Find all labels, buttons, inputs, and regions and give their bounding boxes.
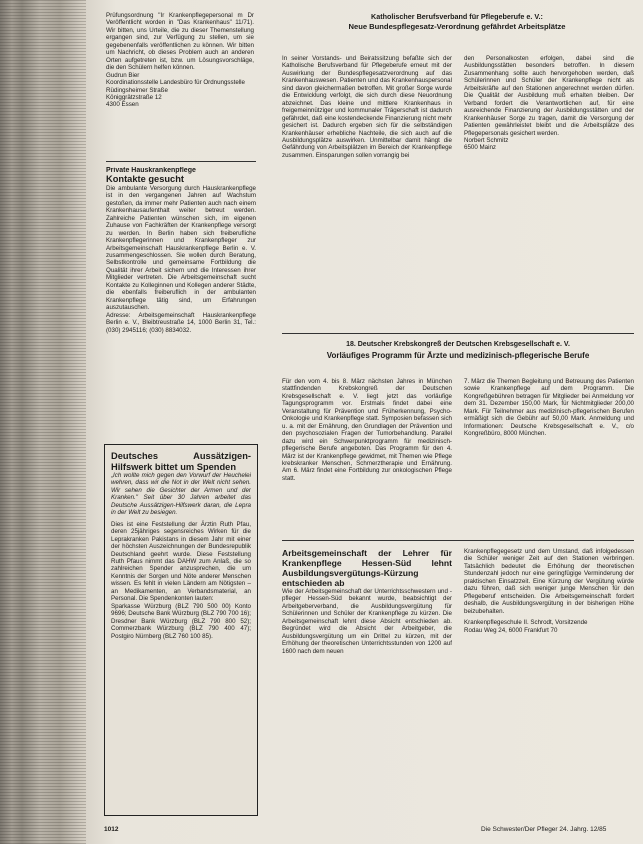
notice-text: Prüfungsordnung "Ir Krankenpflegepersonal m Dr Veröffentlicht worden in "Das Krankenhaus" 11/71). Wir bitten, uns Urteile, die zu dieser Themenstellung ergangen sind, zur Verfügung zu stellen, um sie gegebenenfalls veröffentlichen zu können. Wir bitten um Nachricht, ob dieses Problem auch an anderen Orten aufgetreten ist, bzw. um Lösungsvorschläge, die den Schülern helfen können.	[106, 12, 254, 72]
page-number: 1012	[104, 826, 119, 833]
article-accounts: Sparkasse Würzburg (BLZ 790 500 00) Konto 9696; Deutsche Bank Würzburg (BLZ 790 700 16); Dresdner Bank Würzburg (BLZ 790 800 52); Commerzbank Würzburg (BLZ 790 400 47); Postgiro Nürnberg (BLZ 760 100 85).	[111, 602, 251, 640]
article-body: Dies ist eine Feststellung der Ärztin Ruth Pfau, deren 25jähriges segensreiches Wirken für die Leprakranken Pakistans in diesem Jahr mit einer der höchsten Auszeichnungen der Bundesrepublik Deutschland geehrt wurde. Diese Feststellung Ruth Pfaus nimmt das DAHW zum Anlaß, die so zahlreichen Spender anzusprechen, die um Kenntnis der Sorgen und Nöte anderer Menschen wissen. Es fehlt in vielen Ländern am Nötigsten – an Medikamenten, an Verbandsmaterial, an Personal. Die Spendenkonten lauten:	[111, 520, 251, 603]
article-title: Arbeitsgemeinschaft der Lehrer für Krankenpflege Hessen-Süd lehnt Ausbildungsvergütungs-Kürzung entschieden ab	[282, 548, 452, 588]
article-title: Kontakte gesucht	[106, 174, 185, 185]
article-title: Vorläufiges Programm für Ärzte und medizinisch-pflegerische Berufe	[326, 351, 590, 360]
divider	[282, 333, 634, 334]
article-body: Für den vom 4. bis 8. März nächsten Jahres in München stattfindenden Krebskongreß der Deutschen Krebsgesellschaft e. V. liegt jetzt das vorläufige Tagungsprogramm vor. Erstmals findet dabei eine Veranstaltung für Prävention und Früherkennung, Psycho-Onkologie und Krankenpflege statt. Symposien befassen sich u. a. mit der Ernährung, den Grundlagen der Prävention und den psychosozialen Fragen der Tumorbehandlung. Parallel dazu wird ein Schwerpunktprogramm für medizinisch-pflegerische Berufe angeboten. Das Programm für den 4. März ist der Krankenpflege gewidmet, mit Themen wie Pflege krebskranker Menschen, Schmerztherapie und Ernährung. Am 6. März findet eine Fortbildung zur onkologischen Pflege statt.	[282, 378, 452, 482]
address-line: Krankenpflegeschule II. Schrodt, Vorsitzende	[464, 619, 588, 627]
article-kicker: Katholischer Berufsverband für Pflegeberufe e. V.:	[371, 12, 543, 21]
article-body: Die ambulante Versorgung durch Hauskrankenpflege ist in den vergangenen Jahren auf Wachstum gestoßen, da immer mehr Patienten auch nach einem Krankenhausaufenthalt weiter betreut werden. Zahlreiche Patienten wünschen sich, im eigenen Zuhause von Fachkräften der Krankenpflege versorgt zu werden. In Berlin haben sich freiberufliche Krankenpflegerinnen und Krankenpfleger zur Arbeitsgemeinschaft Hauskrankenpflege Berlin e. V. zusammengeschlossen. Sie wollen durch Beratung, Selbstkontrolle und gemeinsame Fortbildung die Qualität ihrer Arbeit sichern und die Interessen ihrer Mitglieder vertreten. Die Arbeitsgemeinschaft sucht Kontakte zu Kolleginnen und Kollegen anderer Städte, die ebenfalls freiberuflich in der ambulanten Krankenpflege tätig sind, um Erfahrungen auszutauschen.	[106, 184, 256, 312]
article-private-hauskrankenpflege	[106, 167, 256, 437]
article-title: Neue Bundespflegesatz-Verordnung gefährdet Arbeitsplätze	[348, 22, 566, 31]
article-kicker: 18. Deutscher Krebskongreß der Deutschen Krebsgesellschaft e. V.	[346, 341, 570, 348]
article-krebs-col2	[464, 378, 634, 533]
address-line: Koordinationsstelle Landesbüro für Ordnungsstelle	[106, 79, 245, 87]
article-title: Deutsches Aussätzigen-Hilfswerk bittet um Spenden	[111, 451, 251, 472]
address-line: Rüdingsheimer Straße	[106, 86, 168, 94]
article-quote: „Ich wollte mich gegen den Vorwurf der Heuchelei wehren, dass wir die Not in der Welt nicht sehen. Wir sehen die Gesichter der Armen und der Kranken." Seit über 30 Jahren arbeitet das Deutsche Aussätzigen-Hilfswerk daran, die Lepra in der Welt zu besiegen.	[111, 472, 251, 517]
boxed-article-content	[111, 451, 251, 811]
article-kath-col2	[464, 55, 634, 303]
notice-signer: Gudrun Bier	[106, 71, 140, 79]
journal-footer: Die Schwester/Der Pfleger 24. Jahrg. 12/85	[481, 826, 607, 833]
article-krebs-col1	[282, 378, 452, 533]
article-krebs-header	[282, 340, 634, 372]
notice-address	[106, 79, 254, 109]
article-body: den Personalkosten erfolgen, dabei sind die Ausbildungsstätten besonders betroffen. In diesem Zusammenhang sollte auch hervorgehoben werden, daß Schülerinnen und Schüler der Krankenpflege nicht als Arbeitskräfte auf den Stationen angerechnet werden dürfen. Die Qualität der Ausbildung muß erhalten bleiben. Der Verband fordert die Verantwortlichen auf, für eine ausreichende Finanzierung der Ausbildungsstätten und der Krankenhäuser Sorge zu tragen, damit die Versorgung der Patienten gewährleistet bleibt und die Arbeitsplätze des Pflegepersonals gesichert werden.	[464, 55, 634, 137]
divider	[106, 161, 256, 162]
article-body: 7. März die Themen Begleitung und Betreuung des Patienten sowie Krankenpflege auf dem Programm. Die Kongreßgebühren betragen für Mitglieder bei Anmeldung vor dem 31. Dezember 150,00 Mark, für Nichtmitglieder 200,00 Mark. Für Teilnehmer aus medizinisch-pflegerischen Berufen ermäßigt sich die Gebühr auf 50,00 Mark. Anmeldung und Informationen: Deutsche Krebsgesellschaft e. V., c/o Kongreßbüro, 8000 München.	[464, 378, 634, 438]
address-line: 4300 Essen	[106, 101, 139, 109]
article-kicker: Private Hauskrankenpflege	[106, 167, 196, 174]
article-city: 6500 Mainz	[464, 144, 496, 152]
article-body: In seiner Vorstands- und Beiratssitzung befaßte sich der Katholische Berufsverband für Pflegeberufe erneut mit der Auswirkung der Bundespflegesatzverordnung auf das Krankenhauswesen. Patienten und das Krankenhauspersonal sind davon gleichermaßen betroffen. Mit großer Sorge wurde die Entwicklung verfolgt, die sich durch diese Neuordnung abzeichnet. Das kleine und mittlere Krankenhaus in freigemeinnütziger und kommunaler Trägerschaft ist dadurch gefährdet, daß eine kostendeckende Finanzierung nicht mehr gesichert ist. Dadurch ergeben sich für die selbständigen Krankenhäuser erhebliche Nachteile, die sich auch auf die Ausbildungsplätze auswirken. Unmittelbar damit hängt die Gefährdung von Arbeitsplätzen im Bereich der Krankenpflege zusammen. Einsparungen sollen vorrangig bei	[282, 55, 452, 159]
notice-prufungsordnung	[106, 12, 254, 154]
boxed-article-aussaetzigen-hilfswerk	[104, 444, 258, 816]
article-body: Wie der Arbeitsgemeinschaft der Unterrichtsschwestern und -pfleger Hessen-Süd bekannt wurde, beabsichtigt der Arbeitgeberverband, die Ausbildungsvergütung für Schülerinnen und Schüler der Krankenpflege zu kürzen. Die Arbeitsgemeinschaft lehnt diese Absicht entschieden ab. Begründet wird die Absicht der Arbeitgeber, die Ausbildungsvergütung um ein Drittel zu kürzen, mit der Erhöhung der theoretischen Unterrichtsstunden von 1200 auf 1600 nach dem neuen	[282, 588, 452, 655]
divider	[282, 540, 634, 541]
article-hessen-col1	[282, 548, 452, 813]
article-signer: Norbert Schmitz	[464, 136, 509, 144]
article-kath-header	[282, 12, 632, 44]
article-contact: Adresse: Arbeitsgemeinschaft Hauskrankenpflege Berlin e. V., Bleibtreustraße 14, 1000 Berlin 31, Tel.: (030) 2945116; (030) 8834032.	[106, 311, 256, 334]
address-line: Königgrätzstraße 12	[106, 93, 162, 101]
book-page-stack	[0, 0, 92, 844]
article-hessen-col2	[464, 548, 634, 813]
article-body: Krankenpflegegesetz und dem Umstand, daß infolgedessen die Schüler weniger Zeit auf den Stationen verbringen. Tatsächlich bedeutet die Erhöhung der theoretischen Stundenzahl jedoch nur eine geringfügige Verminderung der praktischen Einsatzzeit. Eine Kürzung der Vergütung würde dazu führen, daß sich weniger junge Menschen für den Pflegeberuf entscheiden. Die Arbeitsgemeinschaft fordert deshalb, die Ausbildungsvergütung in der bisherigen Höhe beizubehalten.	[464, 548, 634, 615]
address-line: Rodau Weg 24, 6000 Frankfurt 70	[464, 626, 558, 634]
article-kath-col1	[282, 55, 452, 303]
document-page	[86, 0, 643, 844]
